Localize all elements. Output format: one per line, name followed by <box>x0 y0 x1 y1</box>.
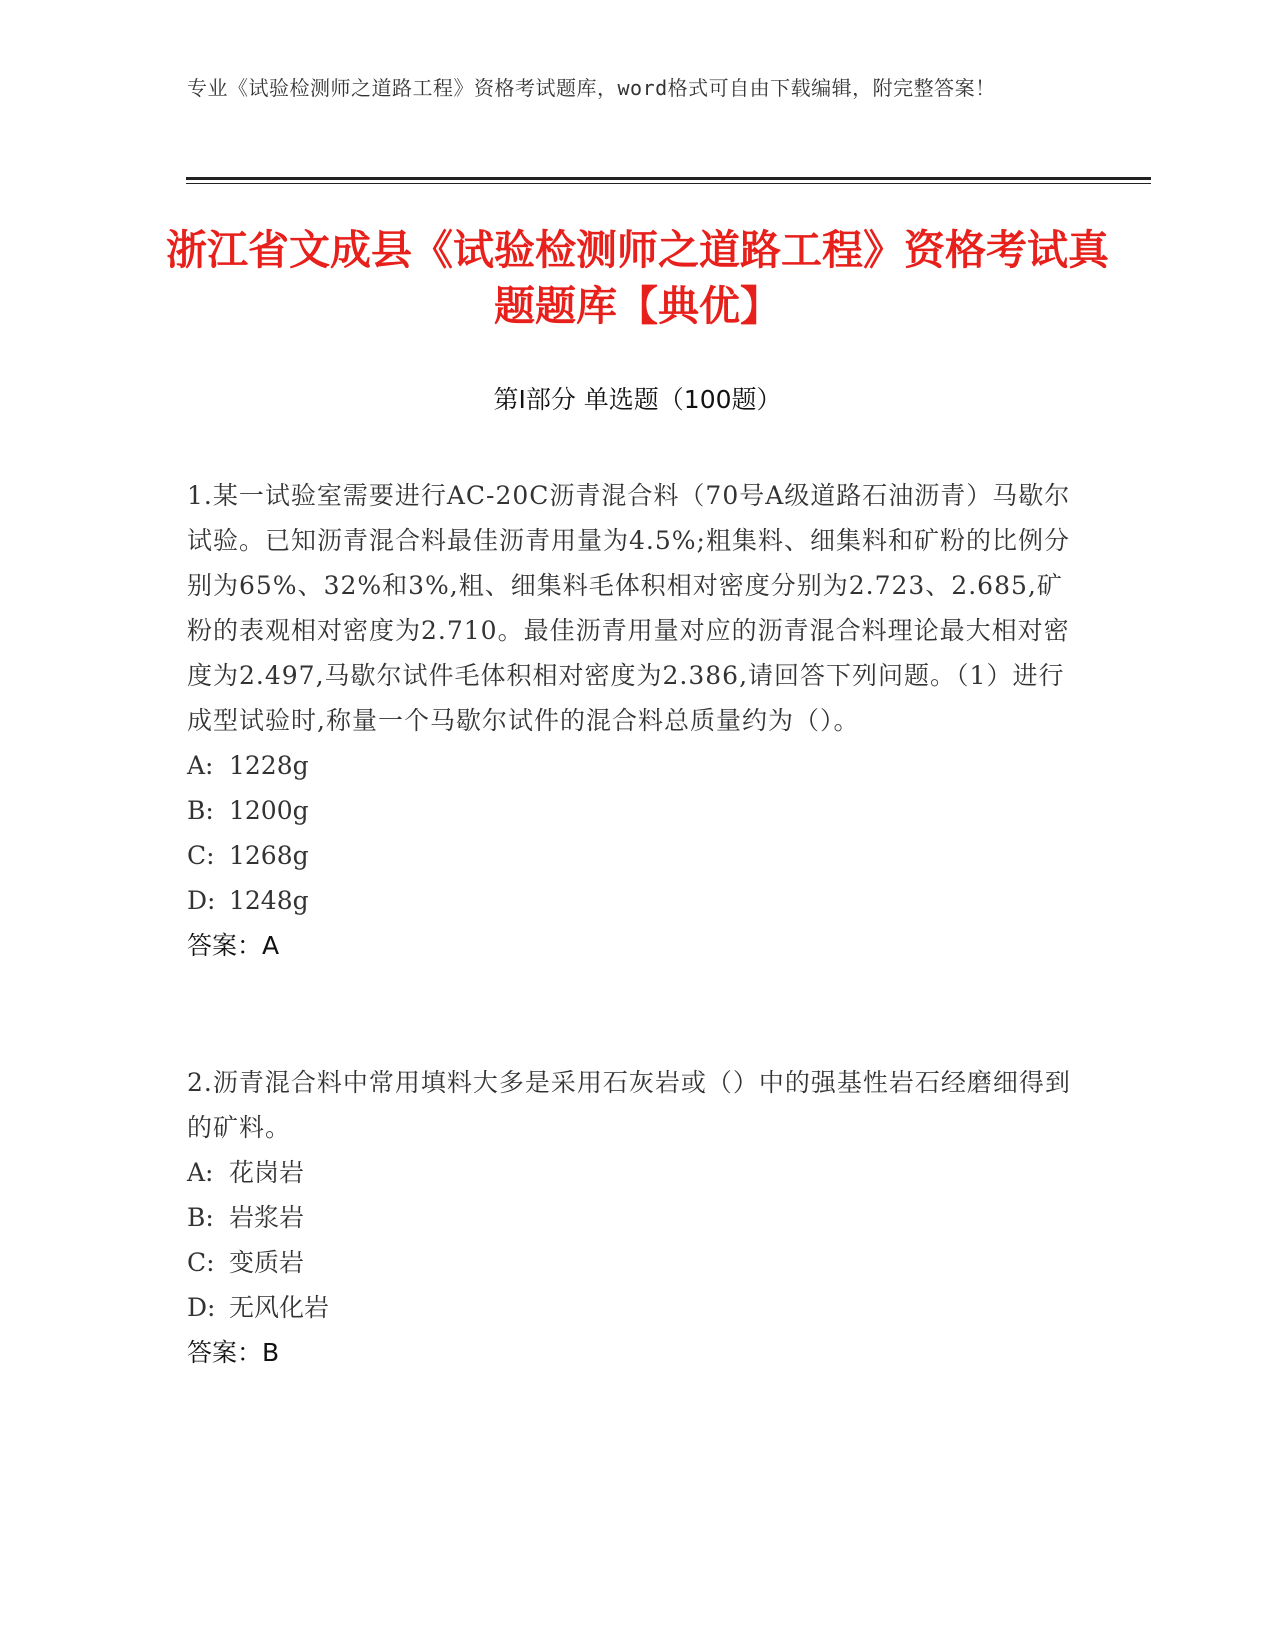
document-title: 浙江省文成县《试验检测师之道路工程》资格考试真题题库【典优】 <box>166 226 1109 330</box>
option-b <box>187 1195 1087 1240</box>
option-value: 1248g <box>229 886 309 915</box>
option-value: 1228g <box>229 751 309 780</box>
option-label: B: <box>187 796 214 825</box>
option-label: A: <box>187 751 214 780</box>
header-divider-thin <box>186 183 1151 184</box>
option-value: 花岗岩 <box>229 1158 305 1187</box>
option-label: D: <box>187 1293 216 1322</box>
option-value: 岩浆岩 <box>229 1203 305 1232</box>
option-value: 1200g <box>229 796 309 825</box>
option-label: C: <box>187 841 215 870</box>
option-label: D: <box>187 886 216 915</box>
answer-line: 答案：A <box>187 931 280 960</box>
question-item <box>187 1060 1087 1375</box>
option-c <box>187 1240 1087 1285</box>
option-c <box>187 833 1087 878</box>
question-item <box>187 473 1087 968</box>
option-label: A: <box>187 1158 214 1187</box>
answer-line: 答案：B <box>187 1338 280 1367</box>
option-value: 无风化岩 <box>229 1293 330 1322</box>
option-b <box>187 788 1087 833</box>
question-text: 1.某一试验室需要进行AC-20C沥青混合料（70号A级道路石油沥青）马歇尔试验。已知沥青混合料最佳沥青用量为4.5%;粗集料、细集料和矿粉的比例分别为65%、32%和3%,粗、细集料毛体积相对密度分别为2.723、2.685,矿粉的表观相对密度为2.710。最佳沥青用量对应的沥青混合料理论最大相对密度为2.497,马歇尔试件毛体积相对密度为2.386,请回答下列问题。（1）进行成型试验时,称量一个马歇尔试件的混合料总质量约为（）。 <box>187 481 1071 735</box>
option-label: C: <box>187 1248 215 1277</box>
option-a <box>187 743 1087 788</box>
option-a <box>187 1150 1087 1195</box>
header-note: 专业《试验检测师之道路工程》资格考试题库，word格式可自由下载编辑，附完整答案！ <box>187 76 996 100</box>
option-label: B: <box>187 1203 214 1232</box>
question-text: 2.沥青混合料中常用填料大多是采用石灰岩或（）中的强基性岩石经磨细得到的矿料。 <box>187 1068 1071 1142</box>
option-value: 变质岩 <box>229 1248 305 1277</box>
option-value: 1268g <box>229 841 309 870</box>
section-title: 第Ⅰ部分 单选题（100题） <box>493 385 782 414</box>
option-d <box>187 1285 1087 1330</box>
option-d <box>187 878 1087 923</box>
header-divider-thick <box>186 177 1151 180</box>
